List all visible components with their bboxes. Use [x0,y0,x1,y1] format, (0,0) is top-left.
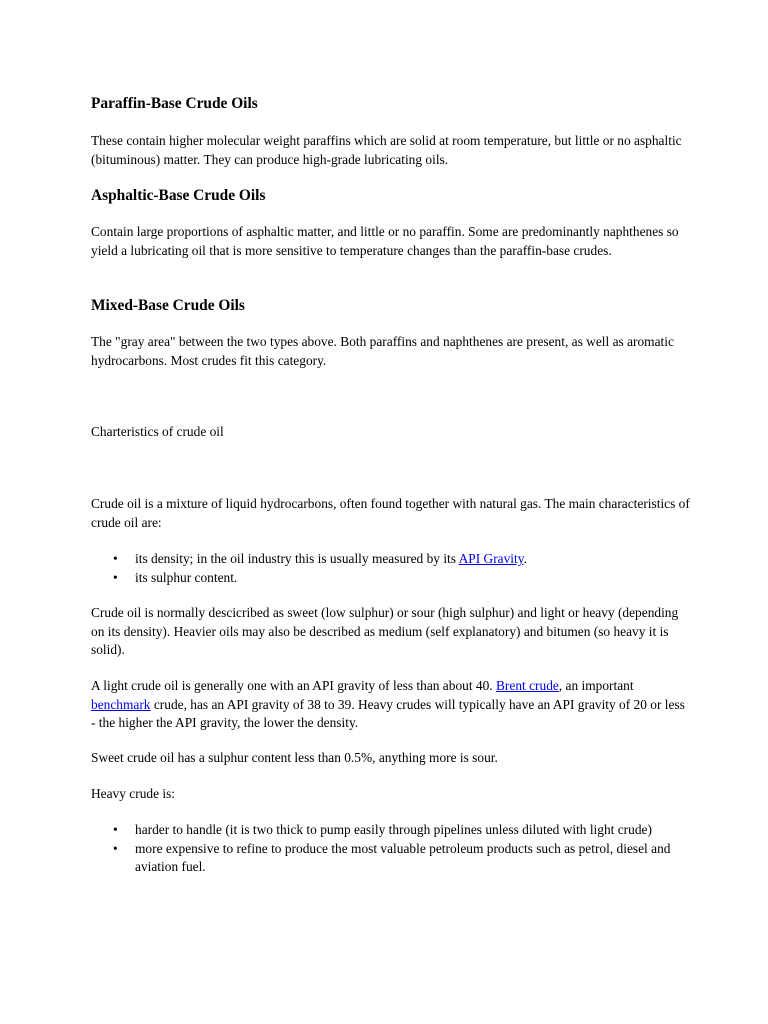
text-span: , an important [558,678,634,693]
paragraph-light-crude [91,677,691,733]
paragraph-sweet-sour: Crude oil is normally descicribed as sweet (low sulphur) or sour (high sulphur) and light or heavy (depending on its density). Heavier oils may also be described as medium (self explanatory) and bitumen (so heavy it is solid). [91,605,679,657]
list-item: • its sulphur content. [91,569,691,588]
brent-crude-link[interactable]: Brent crude [496,678,559,693]
paragraph-paraffin-base: These contain higher molecular weight paraffins which are solid at room temperature, but little or no asphaltic (bituminous) matter. They can produce high-grade lubricating oils. [91,133,682,167]
paragraph-asphaltic-base: Contain large proportions of asphaltic matter, and little or no paraffin. Some are predominantly naphthenes so yield a lubricating oil that is more sensitive to temperature changes than the paraffin-base crudes. [91,224,679,258]
heavy-crude-list [91,821,691,877]
list-item: • more expensive to refine to produce the most valuable petroleum products such as petrol, diesel and aviation fuel. [91,840,691,877]
api-gravity-link[interactable]: API Gravity [458,551,524,566]
list-item-end: . [523,551,527,566]
heading-asphaltic-base: Asphaltic-Base Crude Oils [91,187,266,204]
characteristics-list [91,550,691,587]
list-item: • harder to handle (it is two thick to pump easily through pipelines unless diluted with light crude) [91,821,691,840]
paragraph-sulphur: Sweet crude oil has a sulphur content less than 0.5%, anything more is sour. [91,750,498,765]
benchmark-link[interactable]: benchmark [91,696,151,712]
paragraph-mixed-base: The "gray area" between the two types above. Both paraffins and naphthenes are present, as well as aromatic hydrocarbons. Most crudes fit this category. [91,334,674,368]
paragraph-intro: Crude oil is a mixture of liquid hydrocarbons, often found together with natural gas. The main characteristics of crude oil are: [91,496,690,530]
list-item-text: its density; in the oil industry this is usually measured by its [135,551,459,566]
list-item [91,550,691,569]
heading-paraffin-base: Paraffin-Base Crude Oils [91,95,258,112]
text-span: A light crude oil is generally one with an API gravity of less than about 40. [91,678,496,693]
heavy-crude-intro: Heavy crude is: [91,786,176,801]
characteristics-title: Charteristics of crude oil [91,424,224,439]
text-span: crude, has an API gravity of 38 to 39. Heavy crudes will typically have an API gravity of 20 or less - the higher the API gravity, the lower the density. [91,696,685,730]
heading-mixed-base: Mixed-Base Crude Oils [91,297,245,314]
